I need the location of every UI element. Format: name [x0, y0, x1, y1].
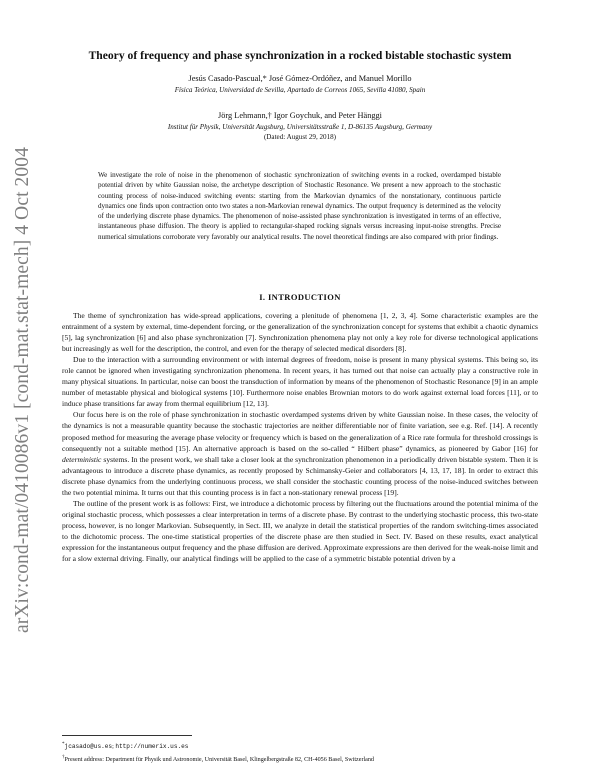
- paragraph-4: The outline of the present work is as follows: First, we introduce a dichotomic process by filtering out the fluctuations around the potential minima of the original stochastic process, which possesses a clear interpretation in terms of a discrete phase. By contrast to the underlying stochastic process, this two-state process, however, is no longer Markovian. Subsequently, in Sect. III, we analyze in detail the statistical properties of the random switching-times associated to the dichotomic process. The one-time statistical properties of the discrete phase are then studied in Sect. IV. Based on these results, exact analytical expression for the instantaneous output frequency and the phase diffusion are derived. Approximate expressions are then derived for the weak-noise limit and for a slow external driving. Finally, our analytical findings will be applied to the case of a symmetric bistable potential driven by a: [62, 498, 538, 564]
- footnote-divider: [62, 735, 192, 736]
- affiliation-sevilla: Física Teórica, Universidad de Sevilla, Apartado de Correos 1065, Sevilla 41080, Spain: [174, 86, 426, 94]
- footnote-2-text: Present address: Department für Physik und Astronomie, Universität Basel, Klingelbergstraße 82, CH-4056 Basel, Switzerland: [64, 756, 374, 763]
- paper-title: Theory of frequency and phase synchronization in a rocked bistable stochastic system: [88, 49, 512, 62]
- paragraph-2: Due to the interaction with a surrounding environment or with internal degrees of freedom, noise is present in many physical systems. This being so, its role cannot be ignored when investigating synchronization phenomena. In recent years, it has turned out that noise can actually play a constructive role in many physical situations. In particular, noise can boost the transduction of information by means of the phenomenon of Stochastic Resonance [9] in an ample number of metastable physical and biological systems [10]. Furthermore noise enables Brownian motors to do work against external load forces [11], or to induce phase transitions far away from thermal equilibrium [12, 13].: [62, 355, 538, 409]
- paragraph-3: [62, 409, 538, 497]
- arxiv-identifier-text: arXiv:cond-mat/0410086v1 [cond-mat.stat-mech] 4 Oct 2004: [12, 147, 33, 633]
- paragraph-3-text-b: systems. In the present work, we shall take a closer look at the synchronization phenomenon in a periodically driven bistable system. Then it is advantageous to introduce a discrete phase dynamics, as recently proposed by Schimansky-Geier and collaborators [4, 13, 17, 18]. In order to extract this discrete phase dynamics from the underlying continuous process, we shall consider the stochastic counting process of the noise-induced switches between the two potential minima. It turns out that this counting process is in fact a non-stationary renewal process [19].: [62, 454, 538, 497]
- footnote-2: [62, 753, 538, 766]
- footnote-1-url[interactable]: http://numerix.us.es: [115, 743, 189, 751]
- abstract: We investigate the role of noise in the phenomenon of stochastic synchronization of switching events in a rocked, overdamped bistable potential driven by white Gaussian noise, the archetype description of Stochastic Resonance. We present a new approach to the stochastic counting process of noise-induced switching events: starting from the Markovian dynamics of the nonstationary, continuous particle dynamics one finds upon contraction onto two states a non-Markovian renewal dynamics. The output frequency is determined as the velocity of the underlying discrete phase dynamics. The phenomenon of noise-assisted phase synchronization is investigated in terms of an effective, instantaneous phase diffusion. The theory is applied to rectangular-shaped rocking signals versus increasing input-noise strengths. Precise numerical simulations corroborate very favorably our analytical results. The novel theoretical findings are also compared with prior findings.: [98, 171, 501, 241]
- paragraph-1: The theme of synchronization has wide-spread applications, covering a plenitude of phenomena [1, 2, 3, 4]. Some characteristic examples are the entrainment of a system by external, time-dependent forcing, or the generalization of the synchronization concept for systems that exhibit a chaotic dynamics [5], lag synchronization [6] and also phase synchronization [7]. Synchronization phenomena play not only a key role for diverse technological applications but increasingly as well for the description, the control, and even for the therapy of selected medical disorders [8].: [62, 311, 538, 354]
- author-list-augsburg: Jörg Lehmann,† Igor Goychuk, and Peter Hänggi: [218, 111, 382, 120]
- date-line: (Dated: August 29, 2018): [263, 133, 337, 141]
- footnote-1-email[interactable]: jcasado@us.es: [64, 743, 113, 751]
- footnote-1: *jcasado@us.es; http://numerix.us.es: [62, 741, 189, 751]
- affiliation-augsburg: Institut für Physik, Universität Augsburg, Universitätsstraße 1, D-86135 Augsburg, Germany: [167, 123, 433, 131]
- footnote-2-mark: †: [62, 753, 65, 760]
- footnotes: [62, 740, 538, 765]
- footnote-1-mark: *: [62, 741, 65, 747]
- introduction-body: [62, 310, 538, 564]
- author-list-sevilla: Jesús Casado-Pascual,* José Gómez-Ordóñez, and Manuel Morillo: [188, 74, 412, 83]
- section-heading-introduction: I. INTRODUCTION: [259, 292, 341, 302]
- paragraph-3-text-a: Our focus here is on the role of phase synchronization in stochastic overdamped systems driven by white Gaussian noise. In these cases, the velocity of the dynamics is not a measurable quantity because the stochastic trajectories are neither differentiable nor of finite variation, see e.g. Ref. [14]. A recently proposed method for measuring the average phase velocity or frequency which is based on the generalization of a Rice rate formula for threshold crossings is consequently not a suitable method [15]. An alternative approach is based on the so-called “ Hilbert phase” dynamics, as pioneered by Gabor [16] for: [62, 410, 538, 453]
- arxiv-identifier-stamp: [8, 140, 38, 640]
- paragraph-3-emphasis: deterministic: [62, 454, 102, 464]
